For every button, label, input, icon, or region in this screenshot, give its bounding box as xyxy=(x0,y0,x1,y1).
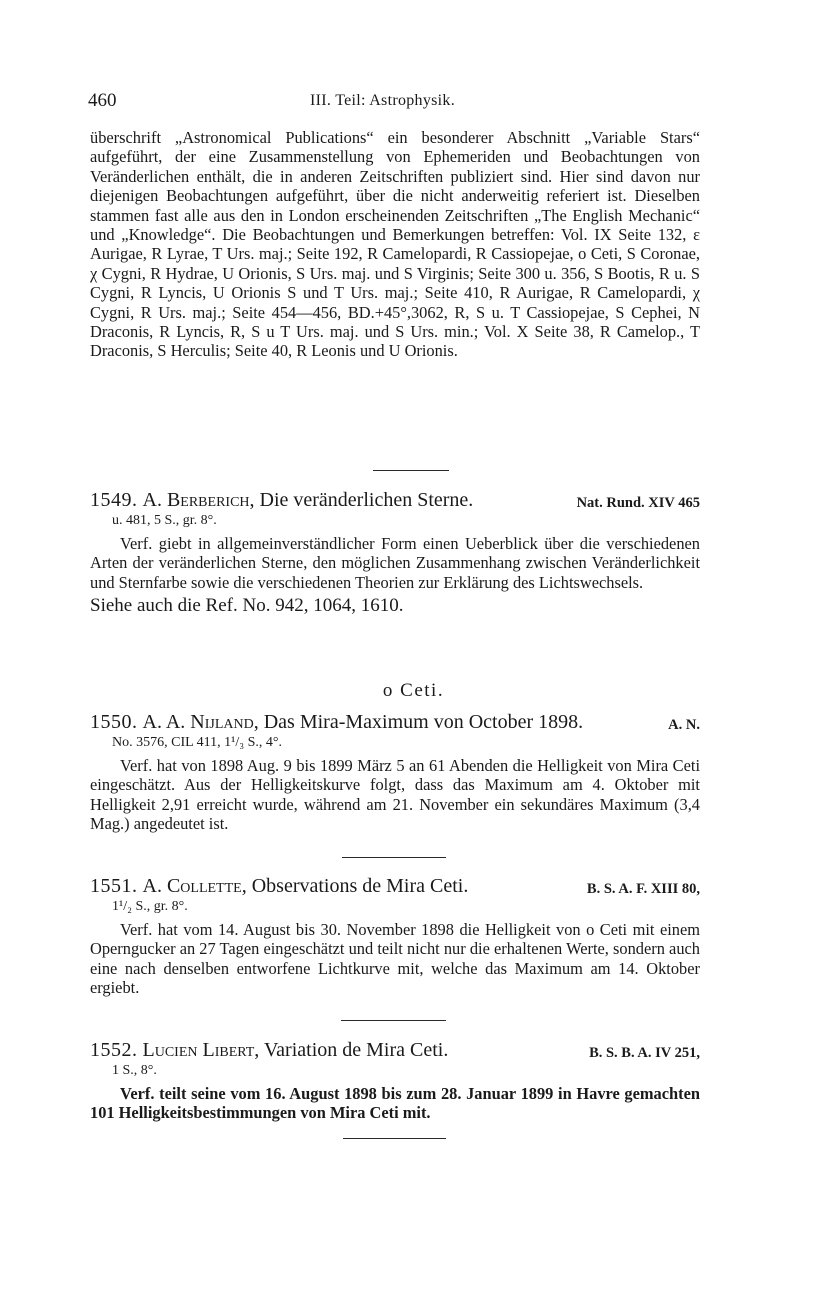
entry-number: 1551. xyxy=(90,875,138,897)
entry-abstract: Verf. hat von 1898 Aug. 9 bis 1899 März 5 an 61 Abenden die Helligkeit von Mira Ceti eingeschätzt. Aus der Helligkeitskurve folgt, dass das Maximum am 4. Oktober mit Helligkeit 2,91 erreicht wurde, während am 21. November ein sekundäres Maximum (3,4 Mag.) angedeutet ist. xyxy=(90,756,700,834)
entry-1550 xyxy=(90,710,700,834)
entry-author: A. Collette, xyxy=(142,875,247,897)
section-title: o Ceti. xyxy=(382,680,445,701)
entry-source-detail: 1 S., 8°. xyxy=(112,1063,157,1078)
entry-number: 1552. xyxy=(90,1039,138,1061)
entry-source: B. S. A. F. XIII 80, xyxy=(586,881,700,897)
divider xyxy=(341,1020,446,1021)
entry-abstract: Verf. hat vom 14. August bis 30. November 1898 die Helligkeit von o Ceti mit einem Operngucker an 27 Tagen eingeschätzt und teilt nicht nur die erhaltenen Werte, sondern auch eine nach denselben entworfene Lichtkurve mit, welche das Maximum am 14. Oktober ergiebt. xyxy=(90,920,700,998)
entry-heading xyxy=(90,874,700,898)
divider xyxy=(342,857,446,858)
divider xyxy=(343,1138,446,1139)
page-number: 460 xyxy=(88,90,117,111)
entry-heading xyxy=(90,710,700,734)
entry-heading xyxy=(90,488,700,512)
intro-paragraph: überschrift „Astronomical Publications“ ein besonderer Abschnitt „Variable Stars“ aufgeführt, der eine Zusammenstellung von Ephemeriden und Beobachtungen von Veränderlichen enthält, die in anderen Zeitschriften publiziert sind. Hier sind davon nur diejenigen Beobachtungen aufgeführt, über die nicht anderweitig referiert ist. Dieselben stammen fast alle aus den in London erscheinenden Zeitschriften „The English Mechanic“ und „Knowledge“. Die Beobachtungen und Bemerkungen betreffen: Vol. IX Seite 132, ε Aurigae, R Lyrae, T Urs. maj.; Seite 192, R Camelopardi, R Cassiopejae, o Ceti, S Coronae, χ Cygni, R Hydrae, U Orionis, S Urs. maj. und S Virginis; Seite 300 u. 356, S Bootis, R u. S Cygni, R Lyncis, U Orionis S und T Urs. maj.; Seite 410, R Aurigae, R Camelopardi, χ Cygni, R Urs. maj.; Seite 454—456, BD.+45°,3062, R, S u. T Cassiopejae, S Cephei, N Draconis, R Lyncis, R, S u T Urs. maj. und S Urs. min.; Vol. X Seite 38, R Camelop., T Draconis, S Herculis; Seite 40, R Leonis und U Orionis. xyxy=(90,128,700,361)
entry-source: B. S. B. A. IV 251, xyxy=(589,1045,700,1061)
entry-1549 xyxy=(90,488,700,618)
entry-source: A. N. xyxy=(668,717,700,733)
page-header xyxy=(88,90,700,114)
entry-1552 xyxy=(90,1038,700,1123)
entry-title: Die veränderlichen Sterne. xyxy=(259,489,474,511)
entry-source-detail: 1¹/₂ S., gr. 8°. xyxy=(112,899,188,914)
entry-title: Variation de Mira Ceti. xyxy=(263,1039,449,1061)
running-title: III. Teil: Astrophysik. xyxy=(310,92,456,109)
entry-title: Observations de Mira Ceti. xyxy=(251,875,469,897)
entry-source: Nat. Rund. XIV 465 xyxy=(576,495,700,511)
intro-block xyxy=(90,128,700,361)
entry-number: 1550. xyxy=(90,711,138,733)
entry-author: Lucien Libert, xyxy=(142,1039,260,1061)
entry-author: A. Berberich, xyxy=(142,489,255,511)
entry-title: Das Mira-Maximum von October 1898. xyxy=(263,711,584,733)
entry-abstract: Verf. teilt seine vom 16. August 1898 bis zum 28. Januar 1899 in Havre gemachten 101 Helligkeitsbestimmungen von Mira Ceti mit. xyxy=(90,1084,700,1123)
entry-heading xyxy=(90,1038,700,1062)
entry-source-detail: No. 3576, CIL 411, 1¹/₃ S., 4°. xyxy=(112,735,282,750)
divider xyxy=(373,470,449,471)
entry-author: A. A. Nijland, xyxy=(142,711,259,733)
entry-source-detail: u. 481, 5 S., gr. 8°. xyxy=(112,513,217,528)
entry-1551 xyxy=(90,874,700,998)
entry-number: 1549. xyxy=(90,489,138,511)
see-also-reference: Siehe auch die Ref. No. 942, 1064, 1610. xyxy=(90,595,404,617)
entry-abstract: Verf. giebt in allgemeinverständlicher Form einen Ueberblick über die verschiedenen Arten der veränderlichen Sterne, den möglichen Zusammenhang zwischen Veränderlichkeit und Sternfarbe sowie die verschiedenen Theorien zur Erklärung des Lichtswechsels. xyxy=(90,534,700,592)
